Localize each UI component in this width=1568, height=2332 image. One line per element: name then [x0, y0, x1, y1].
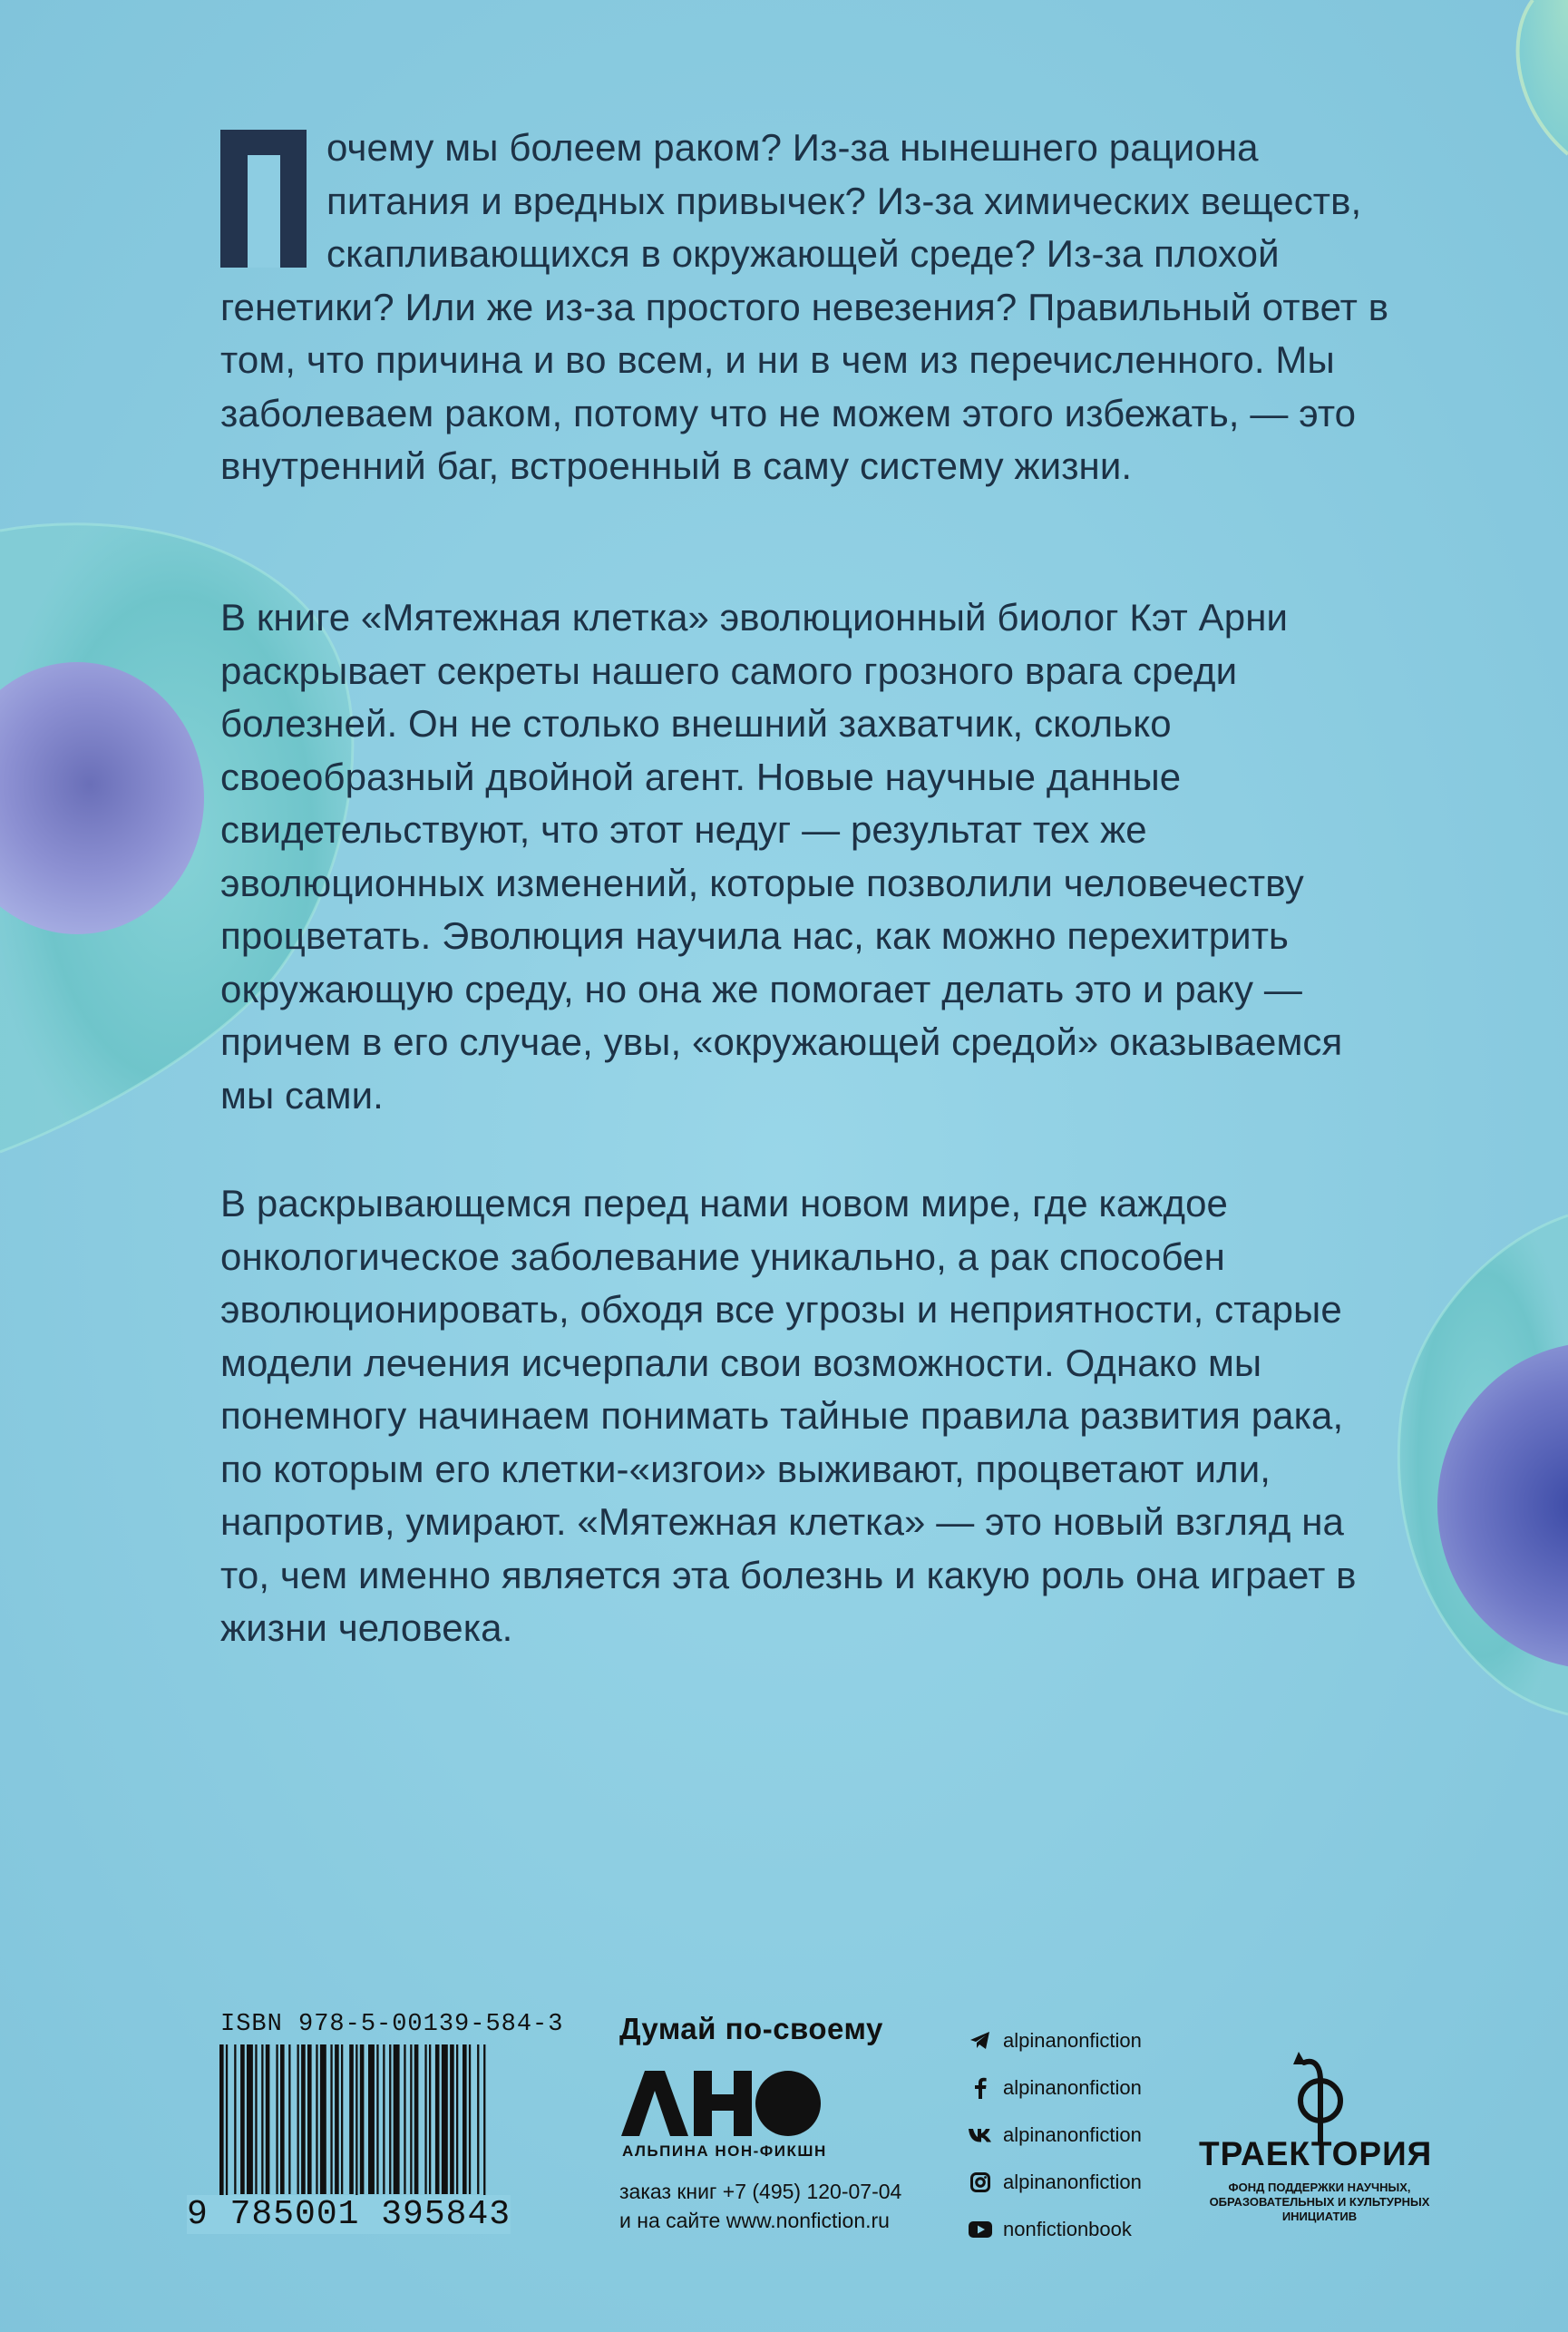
order-site: и на сайте www.nonfiction.ru — [619, 2209, 890, 2232]
order-phone: заказ книг +7 (495) 120-07-04 — [619, 2180, 902, 2203]
partner-subtitle-line: ФОНД ПОДДЕРЖКИ НАУЧНЫХ, — [1228, 2181, 1411, 2194]
telegram-icon — [969, 2029, 992, 2053]
facebook-icon — [969, 2076, 992, 2100]
paragraph-2-text: В книге «Мятежная клетка» эволюционный биолог Кэт Арни раскрывает секреты нашего самого грозного врага среди болезней. Он не столько внешний захватчик, сколько своеобразный двойной агент. Новые научные данные свидетельствуют, что этот недуг — результат тех же эволюционных изменений, которые позволили человечеству процветать. Эволюция научила нас, как можно перехитрить окружающую среду, но она же помогает делать это и раку — причем в его случае, увы, «окружающей средой» оказываемся мы сами. — [220, 596, 1343, 1117]
paragraph-3 — [220, 1177, 1390, 1655]
youtube-icon — [969, 2218, 992, 2241]
social-youtube[interactable] — [969, 2206, 1142, 2253]
social-handle: nonfictionbook — [1003, 2218, 1132, 2240]
drop-cap — [220, 130, 307, 268]
ean-digits: 9 785001 395843 — [187, 2195, 511, 2234]
instagram-icon — [969, 2171, 992, 2194]
isbn-label: ISBN 978-5-00139-584-3 — [220, 2011, 564, 2038]
partner-subtitle — [1199, 2181, 1440, 2224]
publisher-slogan: Думай по-своему — [619, 2012, 883, 2045]
social-handle: alpinanonfiction — [1003, 2123, 1142, 2146]
trajectory-logo-icon — [1279, 2044, 1360, 2144]
social-vk[interactable] — [969, 2112, 1142, 2159]
paragraph-1-text: очему мы болеем раком? Из-за нынешнего рациона питания и вредных привычек? Из-за химических веществ, скапливающихся в окружающей среде? Из-за плохой генетики? Или же из-за простого невезения? Правильный ответ в том, что причина и во всем, и ни в чем из перечисленного. Мы заболеваем раком, потому что не можем этого избежать, — это внутренний баг, встроенный в саму систему жизни. — [220, 126, 1389, 487]
order-info — [619, 2177, 901, 2235]
social-facebook[interactable] — [969, 2064, 1142, 2112]
social-telegram[interactable] — [969, 2017, 1142, 2064]
partner-subtitle-line: ИНИЦИАТИВ — [1281, 2210, 1358, 2223]
social-instagram[interactable] — [969, 2159, 1142, 2206]
paragraph-2 — [220, 591, 1390, 1122]
ano-logo-icon — [621, 2071, 821, 2136]
social-handle: alpinanonfiction — [1003, 2076, 1142, 2099]
partner-name: ТРАЕКТОРИЯ — [1199, 2135, 1433, 2172]
social-handle: alpinanonfiction — [1003, 2029, 1142, 2052]
paragraph-3-text: В раскрывающемся перед нами новом мире, где каждое онкологическое заболевание уникально, а рак способен эволюционировать, обходя все угрозы и неприятности, старые модели лечения исчерпали свои возможности. Однако мы понемногу начинаем понимать тайные правила развития рака, по которым его клетки-«изгои» выживают, процветают или, напротив, умирают. «Мятежная клетка» — это новый взгляд на то, чем именно является эта болезнь и какую роль она играет в жизни человека. — [220, 1182, 1357, 1649]
paragraph-1 — [220, 122, 1390, 493]
social-links — [969, 2017, 1142, 2253]
social-handle: alpinanonfiction — [1003, 2171, 1142, 2193]
publisher-name: АЛЬПИНА НОН-ФИКШН — [622, 2142, 827, 2160]
partner-subtitle-line: ОБРАЗОВАТЕЛЬНЫХ И КУЛЬТУРНЫХ — [1209, 2195, 1430, 2209]
vk-icon — [969, 2123, 992, 2147]
